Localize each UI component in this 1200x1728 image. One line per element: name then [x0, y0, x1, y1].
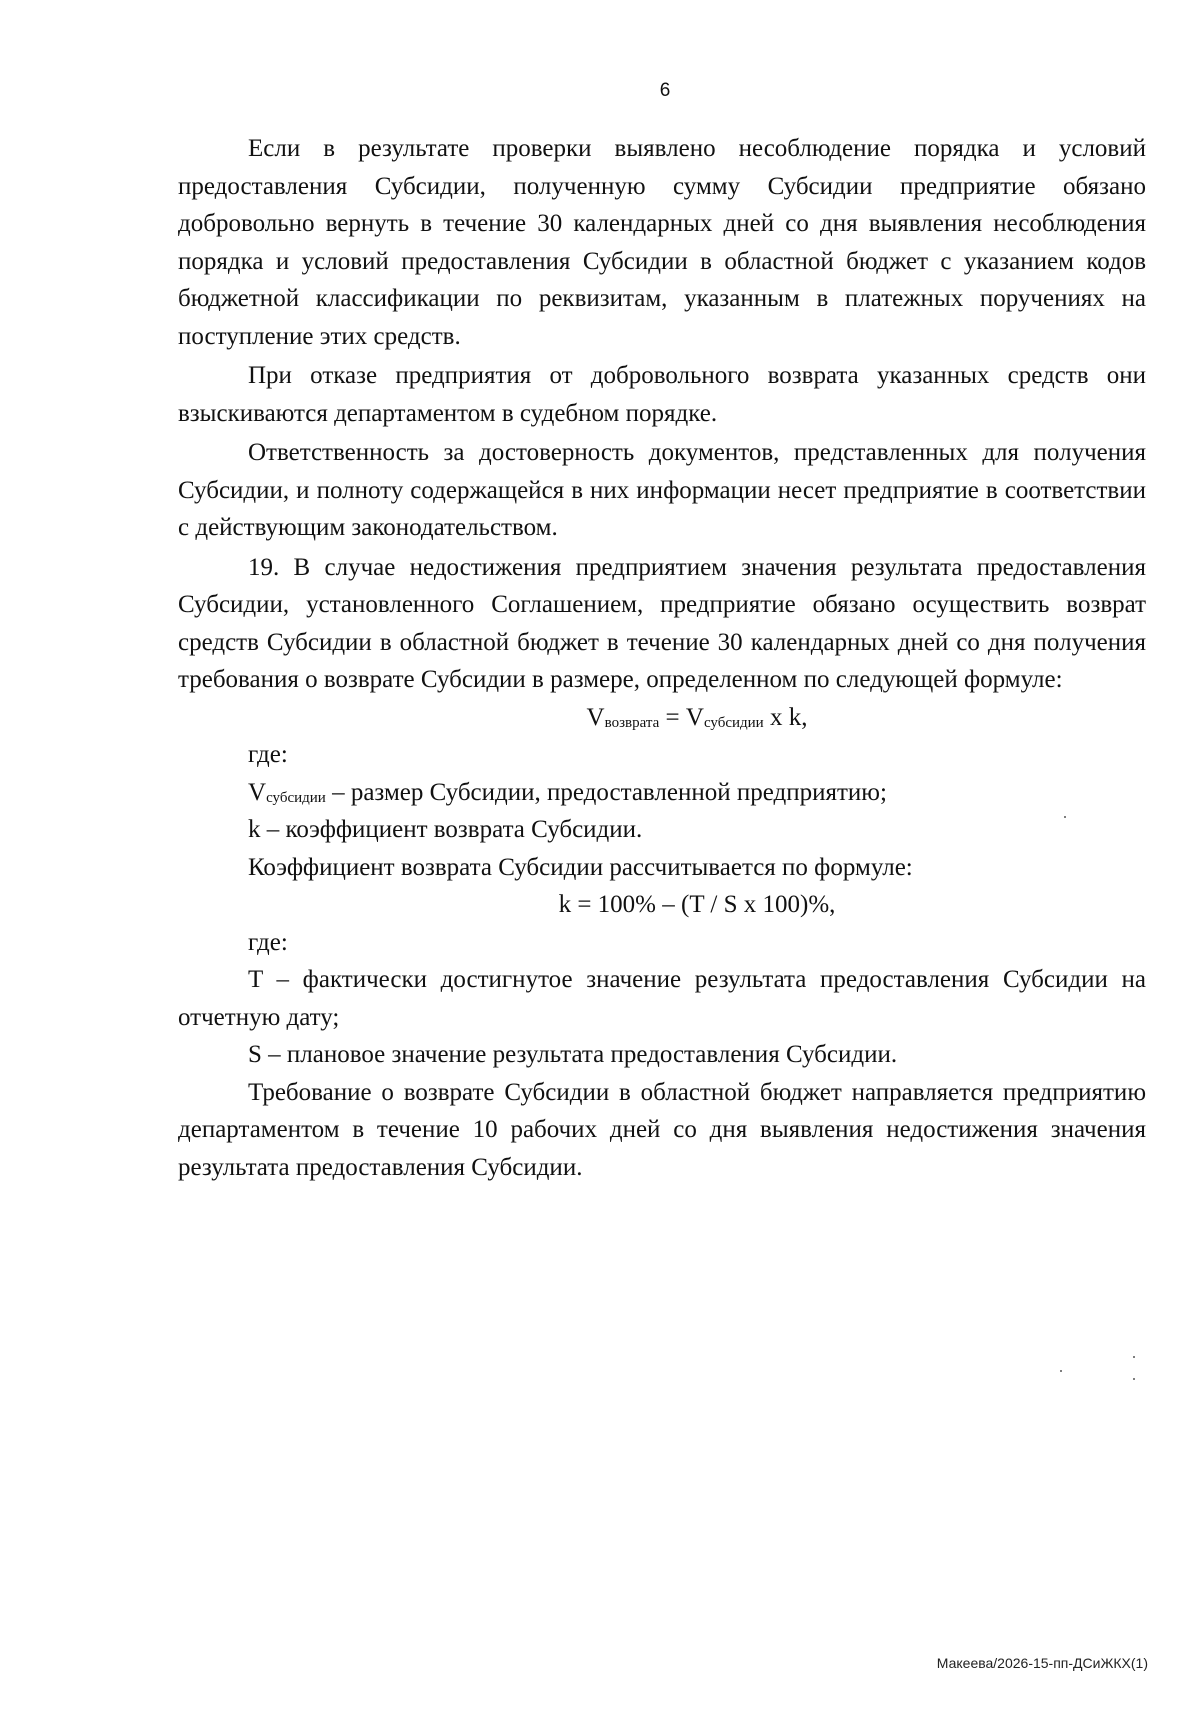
scan-speck: [1133, 1356, 1135, 1358]
paragraph-responsibility: Ответственность за достоверность документов, представленных для получения Субсидии, и полноту содержащейся в них информации несет предприятие в соответствии с действующим законодательством.: [178, 439, 1146, 541]
where-label-2: где:: [248, 928, 288, 956]
definition-v-subsidy: [178, 774, 1146, 812]
formula-coefficient: k = 100% – (T / S x 100)%,: [558, 891, 836, 918]
formula-sub-refund: возврата: [604, 714, 660, 731]
paragraph-refund-requirement: Требование о возврате Субсидии в областной бюджет направляется предприятию департаментом в течение 10 рабочих дней со дня выявления недостижения значения результата предоставления Субсидии.: [178, 1078, 1146, 1181]
formula-tail: x k,: [763, 703, 808, 731]
formula-equals: =: [659, 703, 686, 731]
scan-speck: [1064, 816, 1066, 818]
formula-v-symbol: V: [586, 703, 605, 731]
formula-refund-volume: [178, 699, 1146, 737]
paragraph-refund-violation: Если в результате проверки выявлено несоблюдение порядка и условий предоставления Субсидии, полученную сумму Субсидии предприятие обязано добровольно вернуть в течение 30 календарных дней со дня выявления несоблюдения порядка и условий предоставления Субсидии в областной бюджет с указанием кодов бюджетной классификации по реквизитам, указанным в платежных поручениях на поступление этих средств.: [178, 135, 1146, 350]
definition-s: S – плановое значение результата предоставления Субсидии.: [248, 1041, 898, 1068]
formula-sub-subsidy: субсидии: [703, 714, 764, 731]
document-footer-code: Макеева/2026-15-пп-ДСиЖКХ(1): [936, 1655, 1148, 1671]
def-v-text: – размер Субсидии, предоставленной предприятию;: [325, 778, 887, 806]
scan-speck: [1133, 1378, 1135, 1380]
definition-t: T – фактически достигнутое значение результата предоставления Субсидии на отчетную дату;: [178, 966, 1146, 1031]
paragraph-coefficient: Коэффициент возврата Субсидии рассчитывается по формуле:: [248, 853, 913, 881]
paragraph-clause-19: 19. В случае недостижения предприятием значения результата предоставления Субсидии, установленного Соглашением, предприятие обязано осуществить возврат средств Субсидии в областной бюджет в течение 30 календарных дней со дня получения требования о возврате Субсидии в размере, определенном по следующей формуле:: [178, 553, 1146, 693]
paragraph-refusal: При отказе предприятия от добровольного возврата указанных средств они взыскиваются департаментом в судебном порядке.: [178, 362, 1146, 427]
page-number: 6: [659, 80, 671, 101]
definition-k: k – коэффициент возврата Субсидии.: [248, 816, 643, 843]
formula-v-symbol-2: V: [685, 703, 704, 731]
where-label-1: где:: [248, 741, 288, 768]
def-v-symbol: V: [248, 778, 267, 806]
scan-speck: [1060, 1370, 1062, 1372]
document-body: [178, 130, 1146, 1186]
def-v-sub: субсидии: [266, 789, 326, 806]
